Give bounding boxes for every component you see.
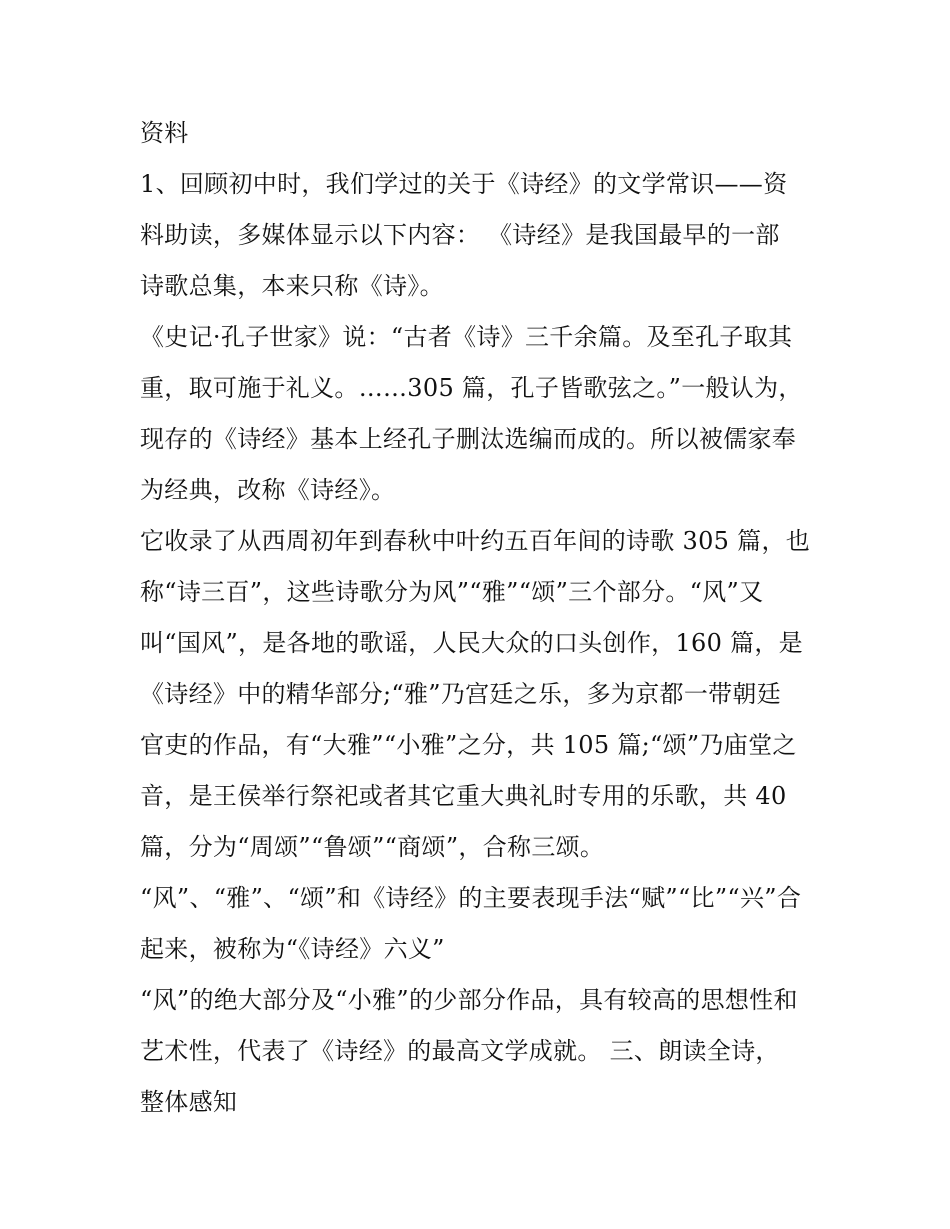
text-line: 为经典，改称《诗经》。	[140, 476, 396, 504]
document-body	[140, 108, 820, 1128]
text-line: 官吏的作品，有“大雅”“小雅”之分，共 105 篇;“颂”乃庙堂之	[140, 731, 797, 759]
text-line: 它收录了从西周初年到春秋中叶约五百年间的诗歌 305 篇，也	[140, 527, 811, 555]
text-line: 料助读，多媒体显示以下内容： 《诗经》是我国最早的一部	[140, 221, 780, 249]
text-line: 重，取可施于礼义。……305 篇，孔子皆歌弦之。”一般认为，	[140, 374, 803, 402]
text-line: 《史记·孔子世家》说：“古者《诗》三千余篇。及至孔子取其	[140, 323, 793, 351]
text-line: 起来，被称为“《诗经》六义”	[140, 935, 445, 963]
text-line: 音，是王侯举行祭祀或者其它重大典礼时专用的乐歌，共 40	[140, 782, 787, 810]
text-line: 篇，分为“周颂”“鲁颂”“商颂”，合称三颂。	[140, 833, 605, 861]
text-line: 称“诗三百”，这些诗歌分为风”“雅”“颂”三个部分。“风”又	[140, 578, 764, 606]
text-line: 艺术性，代表了《诗经》的最高文学成就。 三、朗读全诗，	[140, 1037, 780, 1065]
text-line: “风”的绝大部分及“小雅”的少部分作品，具有较高的思想性和	[140, 986, 798, 1014]
text-line: “风”、“雅”、“颂”和《诗经》的主要表现手法“赋”“比”“兴”合	[140, 884, 802, 912]
text-line: 诗歌总集，本来只称《诗》。	[140, 272, 444, 300]
text-line: 叫“国风”，是各地的歌谣，人民大众的口头创作，160 篇，是	[140, 629, 803, 657]
text-line: 1、回顾初中时，我们学过的关于《诗经》的文学常识——资	[140, 170, 788, 198]
text-line: 现存的《诗经》基本上经孔子删汰选编而成的。所以被儒家奉	[140, 425, 797, 453]
document-title: 资料	[140, 119, 189, 147]
text-line: 整体感知	[140, 1088, 238, 1116]
text-line: 《诗经》中的精华部分;“雅”乃宫廷之乐，多为京都一带朝廷	[140, 680, 782, 708]
